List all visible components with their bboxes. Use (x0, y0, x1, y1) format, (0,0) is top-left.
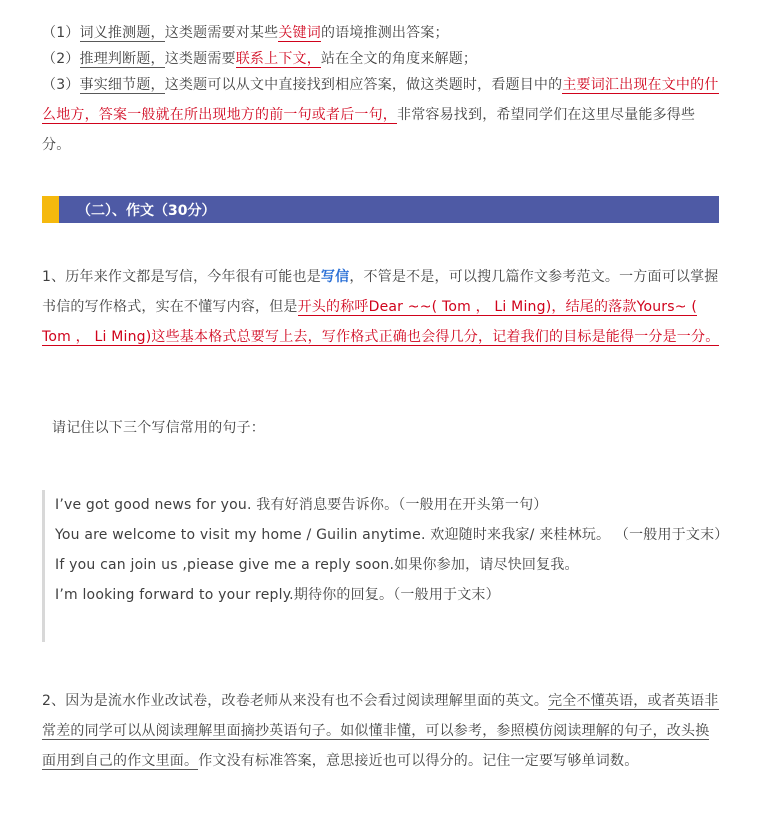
point-2-lead: 2、因为是流水作业改试卷，改卷老师从来没有也不会看过阅读理解里面的英文。 (42, 693, 549, 709)
item-1-tail: 的语境推测出答案； (320, 25, 449, 41)
quote-sentence-2: You are welcome to visit my home / Guilin anytime. 欢迎随时来我家/ 来桂林玩。 （一般用于文末） (55, 527, 729, 543)
point-1-mid: ，不管是不是，可以搜几篇作文参考范文。一方面可以掌握书信的写作格式，实在不懂写内容，但是 (42, 269, 719, 315)
section-accent-block (42, 196, 59, 223)
point-1-highlight: 开头的称呼Dear ~~( Tom ， Li Ming)，结尾的落款Yours~ ( Tom ， Li Ming)这些基本格式总要写上去，写作格式正确也会得几分，记着我们的目标是能得一分是一分。 (42, 299, 720, 345)
point-2-underlined: 完全不懂英语，或者英语非常差的同学可以从阅读理解里面摘抄英语句子。如似懂非懂，可以参考，参照模仿阅读理解的句子，改头换面用到自己的作文里面。 (42, 693, 719, 769)
point-2-paragraph (42, 686, 722, 776)
item-1-term: 词义推测题， (79, 25, 165, 41)
item-3-tail: 非常容易找到，希望同学们在这里尽量能多得些分。 (42, 107, 696, 153)
point-1-keyword: 写信 (320, 269, 350, 285)
sentence-quote-block (42, 490, 729, 642)
item-2-term: 推理判断题， (79, 51, 165, 67)
intro-item-3 (42, 70, 722, 160)
item-3-highlight: 主要词汇出现在文中的什么地方，答案一般就在所出现地方的前一句或者后一句， (42, 77, 719, 123)
item-2-keyword: 联系上下文， (235, 51, 321, 67)
point-1-paragraph (42, 262, 722, 352)
remember-line (52, 413, 732, 443)
section-header-bar (42, 196, 719, 223)
item-3-term: 事实细节题， (79, 77, 165, 93)
item-1-mid: 这类题需要对某些 (164, 25, 279, 41)
quote-sentence-4: I’m looking forward to your reply.期待你的回复。（一般用于文末） (55, 587, 500, 603)
point-1-lead: 1、历年来作文都是写信，今年很有可能也是 (42, 269, 321, 285)
remember-text: 请记住以下三个写信常用的句子： (52, 420, 265, 436)
item-1-prefix: （1） (42, 25, 80, 41)
item-3-mid: 这类题可以从文中直接找到相应答案，做这类题时，看题目中的 (164, 77, 563, 93)
section-title: （二）、作文（30分） (77, 202, 216, 219)
item-3-prefix: （3） (42, 77, 80, 93)
item-2-mid: 这类题需要 (164, 51, 236, 67)
item-2-tail: 站在全文的角度来解题； (320, 51, 478, 67)
item-2-prefix: （2） (42, 51, 80, 67)
point-2-tail: 作文没有标准答案，意思接近也可以得分的。记住一定要写够单词数。 (198, 753, 639, 769)
quote-sentence-3: If you can join us ,piease give me a reply soon.如果你参加，请尽快回复我。 (55, 557, 579, 573)
quote-sentence-1: I’ve got good news for you. 我有好消息要告诉你。（一般用在开头第一句） (55, 497, 548, 513)
item-1-keyword: 关键词 (278, 25, 321, 41)
